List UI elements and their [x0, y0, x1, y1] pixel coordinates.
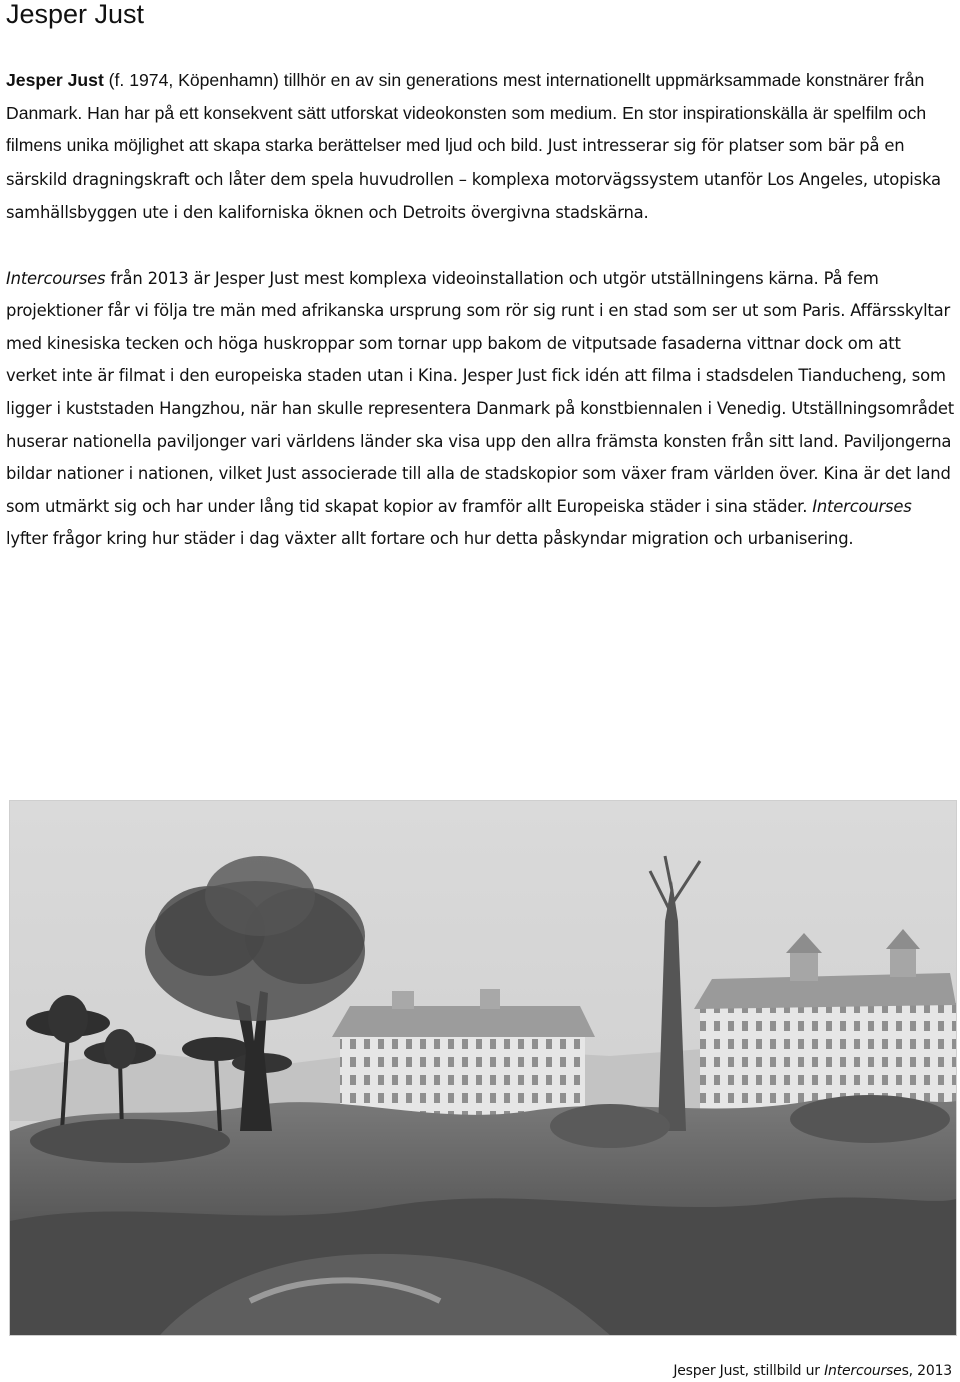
work-paragraph-text-2: lyfter frågor kring hur städer i dag växter allt fortare och hur detta påskyndar migration och urbanisering.	[6, 529, 854, 549]
article-body	[6, 64, 956, 556]
work-title-2: Intercourses	[812, 496, 912, 516]
film-still-photo	[9, 800, 957, 1336]
caption-suffix: s, 2013	[901, 1363, 952, 1379]
caption-work-title: Intercourse	[824, 1363, 902, 1379]
work-title: Intercourses	[6, 268, 106, 288]
intro-paragraph	[6, 64, 956, 230]
artist-name: Jesper Just	[6, 70, 104, 90]
photo-caption	[673, 1362, 952, 1380]
page-title: Jesper Just	[6, 0, 145, 29]
caption-prefix: Jesper Just, stillbild ur	[673, 1363, 825, 1379]
intro-lead-text: (f. 1974, Köpenhamn) tillhör en av sin generations mest internationellt uppmärksammade konstnärer från Danmark. Han har på ett konsekvent sätt utforskat videokonsten som medium. En stor inspirationskälla är spelfilm och filmens unika möjlighet att skapa starka berättelser med ljud och bild.	[6, 70, 927, 156]
work-paragraph-text-1: från 2013 är Jesper Just mest komplexa videoinstallation och utgör utställningens kärna. På fem projektioner får vi följa tre män med afrikanska ursprung som rör sig runt i en stad som ser ut som Paris. Affärsskyltar med kinesiska tecken och höga huskroppar som tornar upp bakom de vitputsade fasaderna vittnar dock om att verket inte är filmat i den europeiska staden utan i Kina. Jesper Just fick idén att filma i stadsdelen Tianducheng, som ligger i kuststaden Hangzhou, när han skulle representera Danmark på konstbiennalen i Venedig. Utställningsområdet huserar nationella paviljonger vari världens länder ska visa upp den allra främsta konsten från sitt land. Paviljongerna bildar nationer i nationen, vilket Just associerade till alla de stadskopior som växer fram världen över. Kina är det land som utmärkt sig och har under lång tid skapat kopior av framför allt Europeiska städer i sina städer.	[6, 268, 955, 516]
intro-rest-text: Just intresserar sig för platser som bär på en särskild dragningskraft och låter dem spela huvudrollen – komplexa motorvägssystem utanför Los Angeles, utopiska samhällsbyggen ute i den kaliforniska öknen och Detroits övergivna stadskärna.	[6, 136, 941, 223]
work-paragraph	[6, 263, 956, 556]
